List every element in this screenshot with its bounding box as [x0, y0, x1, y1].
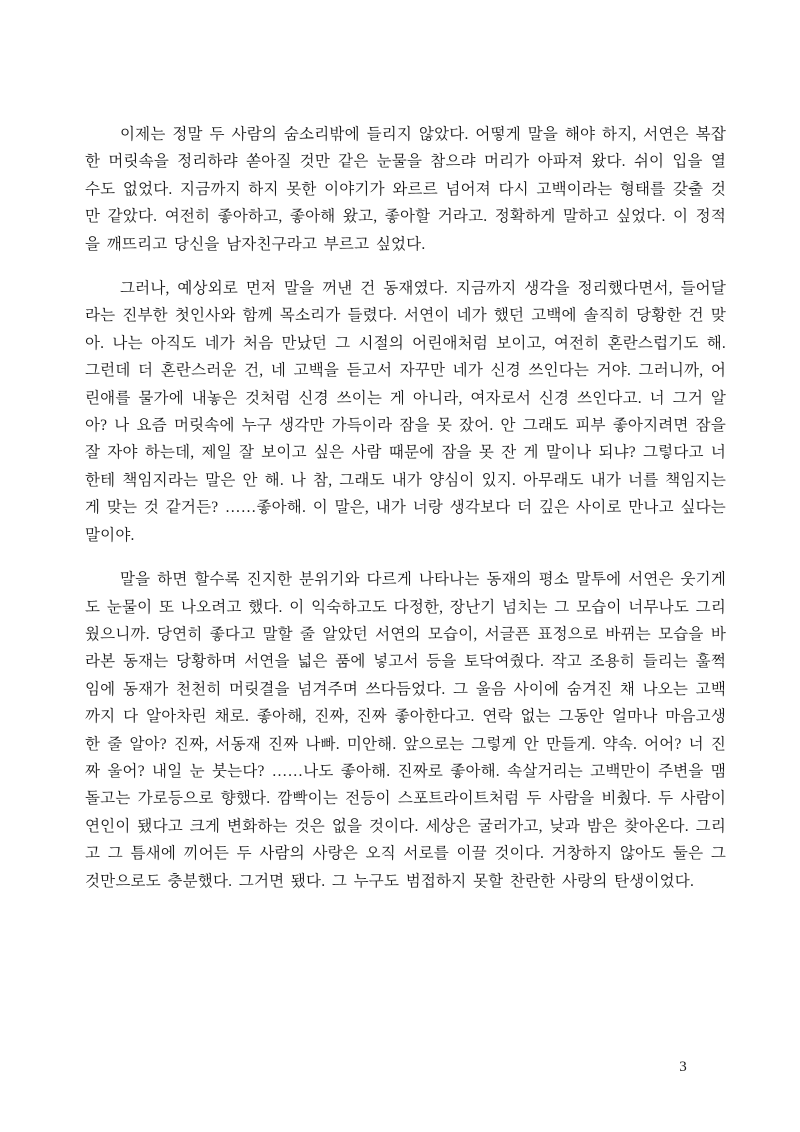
paragraph-1: 이제는 정말 두 사람의 숨소리밖에 들리지 않았다. 어떻게 말을 해야 하지, 서연은 복잡한 머릿속을 정리하랴 쏟아질 것만 같은 눈물을 참으랴 머리가 아파져 왔다. 쉬이 입을 열 수도 없었다. 지금까지 하지 못한 이야기가 와르르 넘어져 다시 고백이라는 형태를 갖출 것만 같았다. 여전히 좋아하고, 좋아해 왔고, 좋아할 거라고. 정확하게 말하고 싶었다. 이 정적을 깨뜨리고 당신을 남자친구라고 부르고 싶었다. — [85, 126, 726, 253]
paragraph-2: 그러나, 예상외로 먼저 말을 꺼낸 건 동재였다. 지금까지 생각을 정리했다면서, 들어달라는 진부한 첫인사와 함께 목소리가 들렸다. 서연이 네가 했던 고백에 솔직히 당황한 건 맞아. 나는 아직도 네가 처음 만났던 그 시절의 어린애처럼 보이고, 여전히 혼란스럽기도 해. 그런데 더 혼란스러운 건, 네 고백을 듣고서 자꾸만 네가 신경 쓰인다는 거야. 그러니까, 어린애를 물가에 내놓은 것처럼 신경 쓰이는 게 아니라, 여자로서 신경 쓰인다고. 너 그거 알아? 나 요즘 머릿속에 누구 생각만 가득이라 잠을 못 잤어. 안 그래도 피부 좋아지려면 잠을 잘 자야 하는데, 제일 잘 보이고 싶은 사람 때문에 잠을 못 잔 게 말이나 되냐? 그렇다고 너한테 책임지라는 말은 안 해. 나 참, 그래도 내가 양심이 있지. 아무래도 내가 너를 책임지는 게 맞는 것 같거든? ……좋아해. 이 말은, 내가 너랑 생각보다 더 깊은 사이로 만나고 싶다는 말이야. — [85, 280, 726, 544]
document-body — [85, 121, 726, 895]
page-number: 3 — [679, 1059, 687, 1075]
paragraph-3: 말을 하면 할수록 진지한 분위기와 다르게 나타나는 동재의 평소 말투에 서연은 웃기게도 눈물이 또 나오려고 했다. 이 익숙하고도 다정한, 장난기 넘치는 그 모습이 너무나도 그리웠으니까. 당연히 좋다고 말할 줄 알았던 서연의 모습이, 서글픈 표정으로 바뀌는 모습을 바라본 동재는 당황하며 서연을 넓은 품에 넣고서 등을 토닥여줬다. 작고 조용히 들리는 훌쩍임에 동재가 천천히 머릿결을 넘겨주며 쓰다듬었다. 그 울음 사이에 숨겨진 채 나오는 고백까지 다 알아차린 채로. 좋아해, 진짜, 진짜 좋아한다고. 연락 없는 그동안 얼마나 마음고생 한 줄 알아? 진짜, 서동재 진짜 나빠. 미안해. 앞으로는 그렇게 안 만들게. 약속. 어어? 너 진짜 울어? 내일 눈 붓는다? ……나도 좋아해. 진짜로 좋아해. 속살거리는 고백만이 주변을 맴돌고는 가로등으로 향했다. 깜빡이는 전등이 스포트라이트처럼 두 사람을 비췄다. 두 사람이 연인이 됐다고 크게 변화하는 것은 없을 것이다. 세상은 굴러가고, 낮과 밤은 찾아온다. 그리고 그 틈새에 끼어든 두 사람의 사랑은 오직 서로를 이끌 것이다. 거창하지 않아도 둘은 그것만으로도 충분했다. 그거면 됐다. 그 누구도 범접하지 못할 찬란한 사랑의 탄생이었다. — [85, 571, 726, 890]
